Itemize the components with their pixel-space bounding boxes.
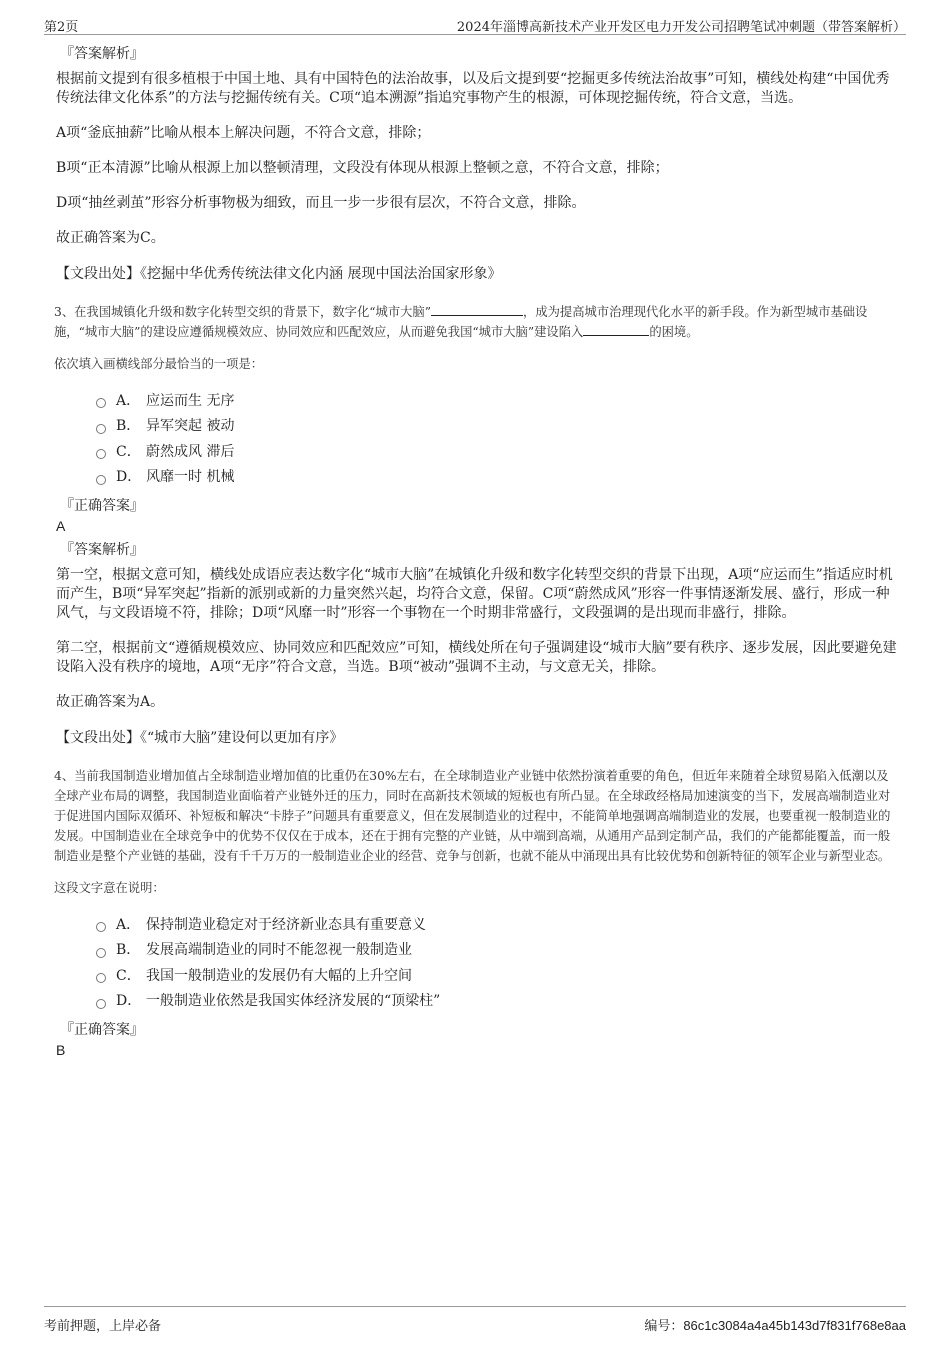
q3-answer: A [56,518,66,534]
option-text: 蔚然成风 滞后 [146,443,235,460]
footer-code-label: 编号： [644,1319,684,1334]
option-letter: A． [116,916,141,933]
q3-prompt: 依次填入画横线部分最恰当的一项是： [54,357,264,371]
document-title: 2024年淄博高新技术产业开发区电力开发公司招聘笔试冲刺题（带答案解析） [456,20,906,35]
q2-analysis-para: D项“抽丝剥茧”形容分析事物极为细致，而且一步一步很有层次，不符合文意，排除。 [56,195,586,211]
q3-options [96,388,900,490]
radio-icon[interactable] [96,948,106,958]
q4-prompt: 这段文字意在说明： [54,881,165,895]
q4-option-c[interactable] [96,963,900,989]
radio-icon[interactable] [96,449,106,459]
q2-conclusion: 故正确答案为C。 [56,230,165,246]
option-letter: D． [116,469,142,486]
q4-options [96,912,900,1014]
q2-analysis-label: 『答案解析』 [60,46,144,62]
option-text: 风靡一时 机械 [146,469,235,486]
q3-source: 【文段出处】《“城市大脑”建设何以更加有序》 [56,730,344,746]
q3-answer-label: 『正确答案』 [60,498,144,514]
q4-answer-label: 『正确答案』 [60,1022,144,1038]
footer-slogan: 考前押题，上岸必备 [44,1319,162,1334]
q3-stem-part: 的困境。 [649,325,699,339]
blank-line [431,303,523,316]
option-text: 发展高端制造业的同时不能忽视一般制造业 [146,942,412,959]
radio-icon[interactable] [96,922,106,932]
q2-source: 【文段出处】《挖掘中华优秀传统法律文化内涵 展现中国法治国家形象》 [56,266,502,282]
q2-analysis-para: A项“釜底抽薪”比喻从根本上解决问题，不符合文意，排除； [56,125,431,141]
option-text: 应运而生 无序 [146,392,235,409]
page-header [44,12,906,35]
blank-line [583,323,649,336]
q2-analysis-para: B项“正本清源”比喻从根源上加以整顿清理，文段没有体现从根源上整顿之意，不符合文意，排除； [56,160,669,176]
radio-icon[interactable] [96,475,106,485]
q2-analysis-para: 根据前文提到有很多植根于中国土地、具有中国特色的法治故事，以及后文提到要“挖掘更多传统法治故事”可知，横线处构建“中国优秀传统法律文化体系”的方法与挖掘传统有关。C项“追本溯源”指追究事物产生的根源，可体现挖掘传统，符合文意，当选。 [56,71,890,106]
page-footer [44,1306,906,1333]
q3-stem [54,302,900,342]
radio-icon[interactable] [96,973,106,983]
option-letter: B． [116,942,141,959]
radio-icon[interactable] [96,999,106,1009]
radio-icon[interactable] [96,424,106,434]
radio-icon[interactable] [96,398,106,408]
footer-id [644,1315,906,1334]
page-number: 第2页 [44,20,79,35]
q3-stem-part: 3、在我国城镇化升级和数字化转型交织的背景下，数字化“城市大脑” [54,305,432,319]
q3-option-b[interactable] [96,414,900,440]
q3-option-a[interactable] [96,388,900,414]
option-letter: C． [116,967,141,984]
q4-option-a[interactable] [96,912,900,938]
q3-option-d[interactable] [96,465,900,491]
option-letter: B． [116,418,141,435]
option-text: 异军突起 被动 [146,418,235,435]
option-letter: D． [116,993,142,1010]
q4-answer: B [56,1042,66,1058]
q3-conclusion: 故正确答案为A。 [56,694,165,710]
q3-analysis-para: 第二空，根据前文“遵循规模效应、协同效应和匹配效应”可知，横线处所在句子强调建设“城市大脑”要有秩序、逐步发展，因此要避免建设陷入没有秩序的境地，A项“无序”符合文意，当选。B项“被动”强调不主动，与文意无关，排除。 [56,640,897,675]
option-text: 一般制造业依然是我国实体经济发展的“顶梁柱” [146,993,441,1010]
q4-option-d[interactable] [96,989,900,1015]
option-letter: C． [116,443,141,460]
option-text: 我国一般制造业的发展仍有大幅的上升空间 [146,967,412,984]
option-letter: A． [116,392,141,409]
q3-option-c[interactable] [96,439,900,465]
footer-code: 86c1c3084a4a45b143d7f831f768e8aa [683,1318,906,1333]
q3-stem-part: ，成为提高城市治理现代化水平的新手段。作为新型城市基础设施，“城市大脑”的建设应遵循规模效应、协同效应和匹配效应，从而避免我国“城市大脑”建设陷入 [54,305,868,339]
q4-stem: 4、当前我国制造业增加值占全球制造业增加值的比重仍在30%左右，在全球制造业产业链中依然扮演着重要的角色，但近年来随着全球贸易陷入低潮以及全球产业布局的调整，我国制造业面临着产业链外迁的压力，同时在高新技术领域的短板也有所凸显。在全球政经格局加速演变的当下，发展高端制造业对于促进国内国际双循环、补短板和解决“卡脖子”问题具有重要意义，但在发展制造业的过程中，不能简单地强调高端制造业的发展，也要重视一般制造业的发展。中国制造业在全球竞争中的优势不仅仅在于成本，还在于拥有完整的产业链，从中端到高端，从通用产品到定制产品，我们的产能都能覆盖，而一般制造业是整个产业链的基础，没有千千万万的一般制造业企业的经营、竞争与创新，也就不能从中涌现出具有比较优势和创新特征的领军企业与新型业态。 [54,769,891,863]
document-body [56,44,900,1064]
q3-analysis-label: 『答案解析』 [60,542,144,558]
q3-analysis-para: 第一空，根据文意可知，横线处成语应表达数字化“城市大脑”在城镇化升级和数字化转型交织的背景下出现，A项“应运而生”指适应时机而产生，B项“异军突起”指新的派别或新的力量突然兴起，均符合文意，保留。C项“蔚然成风”形容一件事情逐渐发展、盛行，形成一种风气，与文段语境不符，排除；D项“风靡一时”形容一个事物在一个时期非常盛行，文段强调的是出现而非盛行，排除。 [56,567,893,621]
option-text: 保持制造业稳定对于经济新业态具有重要意义 [146,916,426,933]
q4-option-b[interactable] [96,938,900,964]
